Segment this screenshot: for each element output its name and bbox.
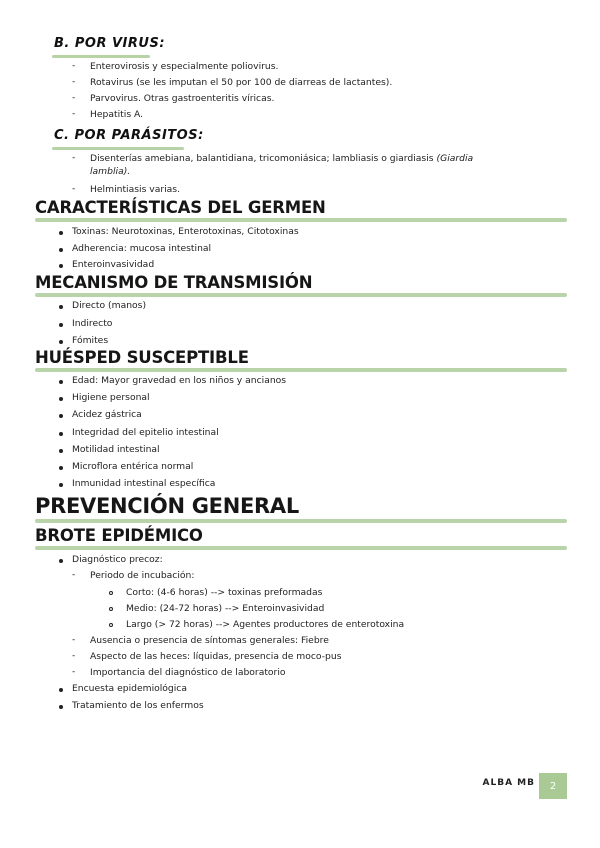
list-item: Integridad del epitelio intestinal (72, 427, 219, 438)
heading-prevencion: PREVENCIÓN GENERAL (35, 494, 299, 518)
circle-bullet (109, 607, 113, 611)
list-item: Higiene personal (72, 392, 150, 403)
dash-marker: - (72, 635, 76, 645)
heading-bar (35, 519, 567, 523)
dash-marker: - (72, 184, 76, 194)
circle-bullet (109, 623, 113, 627)
list-item: Diagnóstico precoz: (72, 554, 163, 565)
list-item: Adherencia: mucosa intestinal (72, 243, 212, 254)
heading-mecanismo: MECANISMO DE TRANSMISIÓN (35, 273, 313, 292)
bullet (59, 305, 63, 309)
heading-bar (35, 368, 567, 372)
heading-brote: BROTE EPIDÉMICO (35, 526, 203, 545)
title-underline (52, 55, 150, 58)
list-item: Tratamiento de los enfermos (72, 700, 204, 711)
list-item: Encuesta epidemiológica (72, 683, 187, 694)
list-item: Importancia del diagnóstico de laboratorio (90, 667, 286, 678)
page-number: 2 (539, 773, 567, 799)
heading-bar (35, 293, 567, 297)
title-underline (52, 147, 184, 150)
list-item: Fómites (72, 335, 109, 346)
dash-marker: - (72, 77, 76, 87)
dash-marker: - (72, 61, 76, 71)
species-name: (Giardia (436, 153, 474, 164)
list-item: Enteroinvasividad (72, 259, 155, 270)
dash-marker: - (72, 651, 76, 661)
list-item: Ausencia o presencia de síntomas generales: Fiebre (90, 635, 329, 646)
circle-bullet (109, 591, 113, 595)
bullet (59, 705, 63, 709)
list-item: Aspecto de las heces: líquidas, presencia de moco-pus (90, 651, 342, 662)
dash-marker: - (72, 667, 76, 677)
list-item: Toxinas: Neurotoxinas, Enterotoxinas, Citotoxinas (72, 226, 299, 237)
list-item-text: Disenterías amebiana, balantidiana, tricomoniásica; lambliasis o giardiasis (90, 153, 434, 164)
list-item: Enterovirosis y especialmente poliovirus. (90, 61, 279, 72)
section-title-virus: B. POR VIRUS: (54, 36, 166, 51)
bullet (59, 397, 63, 401)
list-item: Medio: (24-72 horas) --> Enteroinvasividad (126, 603, 325, 614)
heading-caracteristicas: CARACTERÍSTICAS DEL GERMEN (35, 198, 326, 217)
bullet (59, 449, 63, 453)
bullet (59, 248, 63, 252)
list-item: Hepatitis A. (90, 109, 144, 120)
heading-huesped: HUÉSPED SUSCEPTIBLE (35, 348, 249, 367)
dash-marker: - (72, 570, 76, 580)
dash-marker: - (72, 93, 76, 103)
bullet (59, 432, 63, 436)
list-item: Microflora entérica normal (72, 461, 194, 472)
list-item: Indirecto (72, 318, 113, 329)
bullet (59, 483, 63, 487)
dash-marker: - (72, 109, 76, 119)
list-item: Inmunidad intestinal específica (72, 478, 216, 489)
list-item (90, 153, 473, 165)
list-item: Directo (manos) (72, 300, 147, 311)
dash-marker: - (72, 153, 76, 163)
list-item: Parvovirus. Otras gastroenteritis víricas. (90, 93, 275, 104)
footer-author: ALBA MB (482, 778, 535, 788)
bullet (59, 688, 63, 692)
section-title-parasitos: C. POR PARÁSITOS: (54, 128, 204, 143)
list-item: Acidez gástrica (72, 409, 142, 420)
list-item: Helmintiasis varias. (90, 184, 181, 195)
heading-bar (35, 218, 567, 222)
list-item: Periodo de incubación: (90, 570, 195, 581)
bullet (59, 466, 63, 470)
bullet (59, 231, 63, 235)
heading-bar (35, 546, 567, 550)
list-item: Corto: (4-6 horas) --> toxinas preformadas (126, 587, 323, 598)
bullet (59, 380, 63, 384)
bullet (59, 323, 63, 327)
bullet (59, 414, 63, 418)
bullet (59, 340, 63, 344)
bullet (59, 264, 63, 268)
list-item: Rotavirus (se les imputan el 50 por 100 de diarreas de lactantes). (90, 77, 393, 88)
list-item: Edad: Mayor gravedad en los niños y ancianos (72, 375, 287, 386)
list-item: Largo (> 72 horas) --> Agentes productores de enterotoxina (126, 619, 405, 630)
bullet (59, 559, 63, 563)
list-item: Motilidad intestinal (72, 444, 160, 455)
species-name: lamblia). (90, 166, 131, 177)
